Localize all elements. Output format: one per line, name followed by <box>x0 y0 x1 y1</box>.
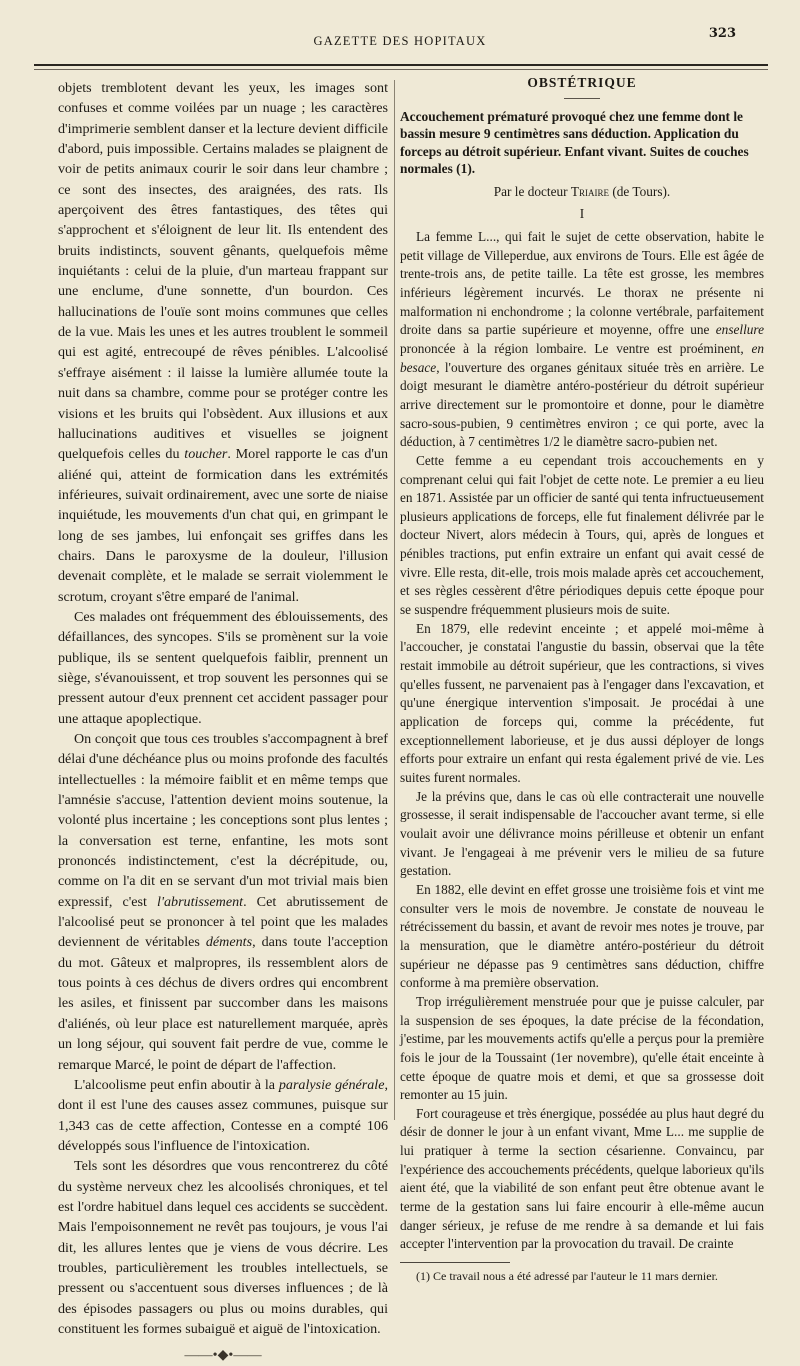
right-column <box>400 74 764 1284</box>
italic-term: déments <box>205 934 253 951</box>
left-paragraph-1: objets tremblotent devant les yeux, les images sont confuses et comme voilées par un nuage ; les caractères d'imprimerie semblent danser et la lecture devient difficile d'abord, puis impossible. Certains malades se plaignent de voir de petits animaux courir le soir dans leur chambre ; ce sont des insectes, des araignées, des rats. Ils aperçoivent des êtres fantastiques, des têtes qui s'approchent et s'éloignent de leur lit. Ils entendent des bruits indistincts, souvent gênants, quelquefois même inquiétants : celui de la pluie, d'un marteau frappant sur une enclume, d'une sonnette, d'un bourdon. Ces hallucinations de l'ouïe sont moins communes que celles de la vue. Mais les unes et les autres troublent le sommeil qui est agité, entrecoupé de rêves pénibles. L'alcoolisé s'effraye aisément : il laisse la lumière allumée toute la nuit dans sa chambre, comme pour se protéger contre les visions et les bruits qui l'obsèdent. Aux illusions et aux hallucinations auditives et visuelles se joignent quelquefois celles du toucher. Morel rapporte le cas d'un aliéné qui, atteint de formication dans les extrémités inférieures, suivait ordinairement, avec une sorte de niaise inquiétude, les mouvements d'un chat qui, en grimpant le long de ses jambes, lui enfonçait ses griffes dans les chairs. Dans le paroxysme de la douleur, l'illusion devenait complète, et le malade se serrait violemment le scrotum, croyant s'être emparé de l'animal. <box>58 80 388 605</box>
article-title: Accouchement prématuré provoqué chez une femme dont le bassin mesure 9 centimètres sans déduction. Application du forceps au détroit supérieur. Enfant vivant. Suites de couches normales (1). <box>400 108 749 177</box>
page-number: 323 <box>708 26 736 41</box>
right-paragraph-6: Trop irrégulièrement menstruée pour que je puisse calculer, par la suspension de ses époques, la date précise de la fécondation, j'estime, par les mouvements actifs qu'elle a perçus pour la première fois le jour de la Toussaint (1er novembre), qu'elle était enceinte à cette époque de quatre mois et demi, et que sa grossesse doit remonter au 15 juin. <box>400 993 764 1103</box>
footnote-rule <box>400 1262 510 1263</box>
left-column <box>58 78 388 1366</box>
part-number: I <box>579 206 585 222</box>
byline: Par le docteur Triaire (de Tours). <box>493 183 671 199</box>
left-paragraph-5: Tels sont les désordres que vous rencontrerez du côté du système nerveux chez les alcoolisés chroniques, et tel est l'ordre habituel dans lequel ces accidents se succèdent. Mais l'empoisonnement ne revêt pas toujours, je vous l'ai dit, les allures lentes que je viens de vous décrire. Les troubles, particulièrement les troubles intellectuels, se pressent ou s'accentuent sous diverses influences ; de là des épisodes passagers ou plus ou moins durables, qui constituent les formes subaiguë et aiguë de l'intoxication. <box>58 1158 388 1337</box>
footnote: (1) Ce travail nous a été adressé par l'auteur le 11 mars dernier. <box>416 1269 718 1284</box>
right-paragraph-4: Je la prévins que, dans le cas où elle contracterait une nouvelle grossesse, il serait indispensable de l'accoucher avant terme, si elle voulait avoir une délivrance moins périlleuse et obtenir un enfant vivant. Je l'engageai à me prévenir vers le milieu de sa future gestation. <box>400 788 764 879</box>
left-paragraph-3: On conçoit que tous ces troubles s'accompagnent à bref délai d'une déchéance plus ou moins profonde des facultés intellectuelles : la mémoire faiblit et en même temps que l'amnésie s'accuse, l'attention devient moins soutenue, la volonté plus incertaine ; les conceptions sont plus lentes ; la conversation est terne, enfantine, les mots sont prononcés indistinctement, c'est la décrépitude, ou, comme on l'a dit en se servant d'un mot trivial mais bien expressif, c'est l'abrutissement. Cet abrutissement de l'alcoolisé peut se prononcer à tel point que les malades deviennent de véritables déments, dans toute l'acception du mot. Gâteux et malpropres, ils ressemblent alors de tous points à ces déchus de divers ordres qui encombrent les asiles, et finissent par succomber dans les maisons d'aliénés, où leur place est naturellement marquée, après un long séjour, qui souvent fait perdre de vue, comme le remarque Marcé, le point de départ de l'affection. <box>58 731 389 1073</box>
right-paragraph-5: En 1882, elle devint en effet grosse une troisième fois et vint me consulter vers le mois de novembre. Je constate de nouveau le rétrécissement du bassin, et avant de revoir mes notes je trouve, par la mensuration, que le diamètre antéro-postérieur du détroit supérieur ne dépasse pas 9 centimètres sans déduction, chiffre conforme à ma première observation. <box>400 881 764 991</box>
header-rule-thin <box>34 69 768 70</box>
italic-term: l'abrutissement <box>157 893 244 910</box>
italic-term: toucher <box>184 446 228 463</box>
column-divider <box>394 80 395 1120</box>
running-head <box>0 26 800 52</box>
right-paragraph-3: En 1879, elle redevint enceinte ; et appelé moi-même à l'accoucher, je constatai l'angustie du bassin, observai que la tête restait immobile au détroit supérieur, que les contractions, si vives qu'elles fussent, ne parvenaient pas à l'engager dans l'excavation, et qu'une énergique intervention s'imposait. Je procédai à une application de forceps qui, comme la précédente, fut exceptionnellement laborieuse, et je dus aussi déployer de longs efforts pour extraire un enfant qui resta également privé de vie. Les suites furent normales. <box>400 620 764 785</box>
italic-term: paralysie générale <box>278 1076 385 1093</box>
italic-term: ensellure <box>715 322 765 338</box>
right-paragraph-7: Fort courageuse et très énergique, possédée au plus haut degré du désir de donner le jour à un enfant vivant, Mme L... me supplie de lui pratiquer à terme la section césarienne. Convaincu, par l'expérience des accouchements précédents, quelque laborieux qu'ils aient été, que la viabilité de son enfant peut être obtenue avant le terme de la gestation sans lui faire encourir à elle-même aucun danger sérieux, je refuse de me rendre à sa demande et lui fais accepter l'intervention par la provocation du travail. De crainte <box>400 1105 764 1252</box>
italic-term: en besace <box>400 340 765 375</box>
section-title: OBSTÉTRIQUE <box>527 75 637 90</box>
right-paragraph-1: La femme L..., qui fait le sujet de cette observation, habite le petit village de Villeperdue, aux environs de Tours. Elle est âgée de trente-trois ans, de petite taille. La tête est grosse, les membres inférieurs légèrement incurvés. Le thorax ne présente ni malformation ni enchondrome ; la colonne vertébrale, parfaitement droite dans sa partie supérieure et moyenne, offre une ensellure prononcée à la région lombaire. Le ventre est proéminent, en besace, l'ouverture des organes génitaux située très en arrière. Le doigt mesurant le diamètre antéro-postérieur du détroit supérieur arrive directement sur le promontoire et donne, pour le diamètre sacro-sous-pubien, 9 centimètres environ ; ce qui porte, avec la déduction, à 7 centimètres 1/2 le diamètre sacro-pubien net. <box>400 228 765 450</box>
author-name: Triaire <box>570 183 610 199</box>
right-paragraph-2: Cette femme a eu cependant trois accouchements en y comprenant celui qui fait l'objet de cette note. Le premier a eu lieu en 1871. Assistée par un officier de santé qui tenta infructueusement plusieurs applications de forceps, elle fut finalement délivrée par le docteur Nivert, alors médecin à Tours, qui, après de longues et pénibles tractions, put enfin extraire un enfant qui avait cessé de vivre. Elle resta, dit-elle, trois mois malade après cet accouchement, et ses règles cessèrent d'être périodiques depuis cette époque pour se suspendre fréquemment plusieurs mois de suite. <box>400 452 764 618</box>
section-rule <box>564 98 600 99</box>
end-ornament: ——•◆•—— <box>184 1347 262 1364</box>
journal-title: GAZETTE DES HOPITAUX <box>313 34 487 48</box>
left-paragraph-2: Ces malades ont fréquemment des éblouissements, des défaillances, des syncopes. S'ils se promènent sur la voie publique, ils se sentent quelquefois faiblir, prennent un siège, s'évanouissent, et trop souvent les personnes qui se pressent autour d'eux prennent cet accident passager pour une attaque apoplectique. <box>58 608 388 727</box>
header-rule <box>34 64 768 66</box>
left-paragraph-4: L'alcoolisme peut enfin aboutir à la paralysie générale, dont il est l'une des causes assez communes, puisque sur 1,343 cas de cette affection, Contesse en a compté 106 développés sous l'influence de l'intoxication. <box>58 1076 388 1154</box>
